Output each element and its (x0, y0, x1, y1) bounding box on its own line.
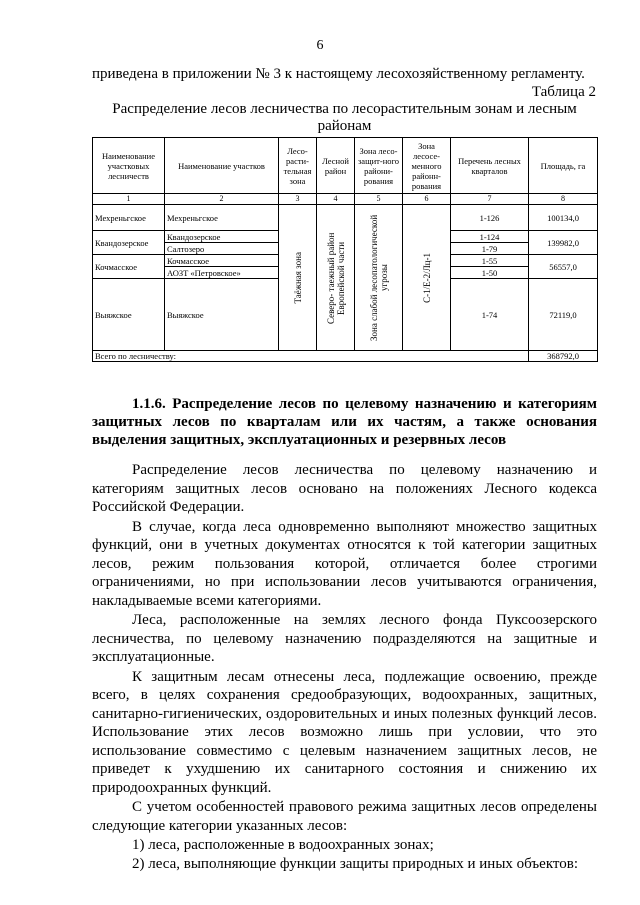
forestry-cell: Выяжское (93, 279, 165, 351)
table-number-row (93, 194, 598, 205)
page-number: 6 (316, 38, 324, 53)
column-number: 6 (403, 194, 451, 205)
forestry-cell: Мехреньгское (93, 205, 165, 231)
paragraph: В случае, когда леса одновременно выполняют множество защитных функций, они в учетных документах относятся к той категории защитных лесов, режим пользования которой, отличается более строгими ограничениями, но при использовании лесов учитываются ограничения, накладываемые всеми категориями. (92, 518, 597, 609)
part-cell: Квандозерское (165, 231, 279, 243)
quarters-cell: 1-50 (451, 267, 529, 279)
area-cell: 139982,0 (529, 231, 598, 255)
quarters-cell: 1-55 (451, 255, 529, 267)
table-title (92, 101, 597, 135)
forest-zones-table (92, 137, 598, 362)
table-title-line-1: Распределение лесов лесничества по лесорастительным зонам и лесным (112, 101, 577, 117)
zone-cell: Таёжная зона (279, 205, 317, 351)
header-cell: Наименование участковых лесничеств (93, 138, 165, 194)
list-item: 1) леса, расположенные в водоохранных зонах; (132, 837, 434, 853)
total-row (93, 351, 598, 362)
header-cell: Лесной район (317, 138, 355, 194)
table-title-line-2: районам (317, 118, 372, 134)
protection-zone-cell: Зона слабой лесопатологической угрозы (355, 205, 403, 351)
total-area: 368792,0 (529, 351, 598, 362)
header-cell: Перечень лесных кварталов (451, 138, 529, 194)
quarters-cell: 1-79 (451, 243, 529, 255)
column-number: 2 (165, 194, 279, 205)
table-label: Таблица 2 (531, 84, 596, 100)
total-label: Всего по лесничеству: (93, 351, 529, 362)
header-cell: Зона лесосе-менного районн-рования (403, 138, 451, 194)
list-item: 2) леса, выполняющие функции защиты природных и иных объектов: (132, 855, 579, 872)
forest-region-cell: Северо- таежный район Европейской части (317, 205, 355, 351)
forestry-cell: Кочмасское (93, 255, 165, 279)
paragraph: Распределение лесов лесничества по целевому назначению и категориям защитных лесов основано на положениях Лесного кодекса Российской Федерации. (92, 462, 597, 515)
quarters-cell: 1-126 (451, 205, 529, 231)
header-cell: Площадь, га (529, 138, 598, 194)
area-cell: 72119,0 (529, 279, 598, 351)
column-number: 1 (93, 194, 165, 205)
column-number: 5 (355, 194, 403, 205)
part-cell: АОЗТ «Петровское» (165, 267, 279, 279)
intro-line: приведена в приложении № 3 к настоящему лесохозяйственному регламенту. (92, 66, 585, 82)
column-number: 4 (317, 194, 355, 205)
paragraph: С учетом особенностей правового режима защитных лесов определены следующие категории указанных лесов: (92, 799, 597, 834)
part-cell: Выяжское (165, 279, 279, 351)
quarters-cell: 1-74 (451, 279, 529, 351)
body-text (92, 461, 597, 873)
header-cell: Лесо-расти-тельная зона (279, 138, 317, 194)
quarters-cell: 1-124 (451, 231, 529, 243)
section-heading: 1.1.6. Распределение лесов по целевому назначению и категориям защитных лесов по кварталам или их частям, а также основания выделения защитных, эксплуатационных и резервных лесов (92, 396, 597, 448)
part-cell: Мехреньгское (165, 205, 279, 231)
paragraph: К защитным лесам отнесены леса, подлежащие освоению, прежде всего, в целях сохранения средообразующих, водоохранных, защитных, санитарно-гигиенических, оздоровительных и иных полезных функций лесов. Использование этих лесов возможно лишь при условии, что это использование совместимо с целевым назначением защитных лесов, не приведет к ухудшению их санитарного состояния и снижению их природоохранных функций. (92, 668, 597, 796)
column-number: 3 (279, 194, 317, 205)
paragraph: Леса, расположенные на землях лесного фонда Пуксоозерского лесничества, по целевому назначению подразделяются на защитные и эксплуатационные. (92, 612, 597, 665)
header-cell: Наименование участков (165, 138, 279, 194)
column-number: 8 (529, 194, 598, 205)
header-cell: Зона лесо-защит-ного райони-рования (355, 138, 403, 194)
area-cell: 100134,0 (529, 205, 598, 231)
column-number: 7 (451, 194, 529, 205)
table-row (93, 205, 598, 231)
part-cell: Салтозеро (165, 243, 279, 255)
seed-zone-cell: С-1/Е-2/Лц-1 (403, 205, 451, 351)
area-cell: 56557,0 (529, 255, 598, 279)
table-header-row (93, 138, 598, 194)
part-cell: Кочмасское (165, 255, 279, 267)
forestry-cell: Квандозерское (93, 231, 165, 255)
